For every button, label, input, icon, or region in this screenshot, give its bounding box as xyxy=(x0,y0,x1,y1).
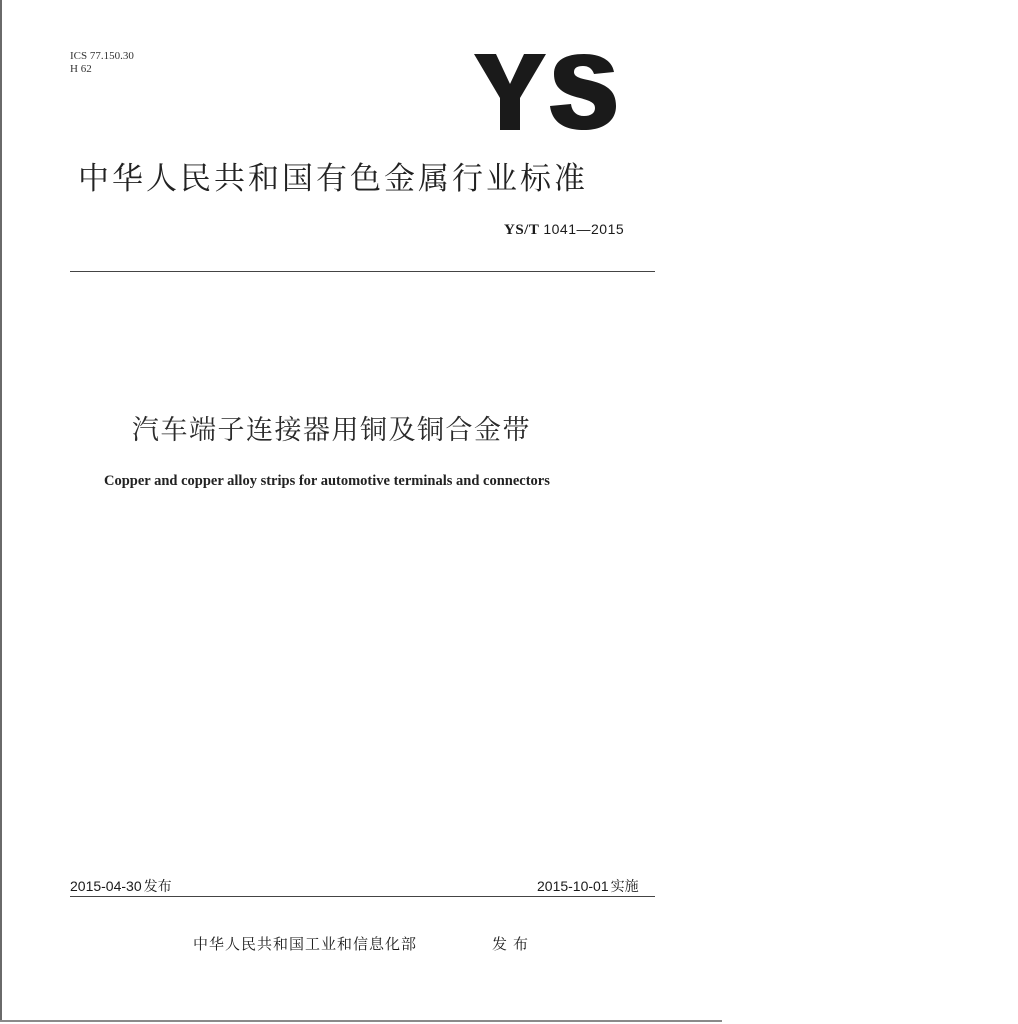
ics-code: ICS 77.150.30 xyxy=(70,50,134,62)
ys-logo-mark xyxy=(474,54,616,130)
issue-date xyxy=(70,876,172,896)
standard-number-value: 1041—2015 xyxy=(543,221,625,237)
page-edge-bottom xyxy=(0,1020,722,1022)
page-edge-left xyxy=(0,0,2,1022)
standard-number xyxy=(504,221,624,239)
ys-logo xyxy=(474,52,616,132)
document-title-english: Copper and copper alloy strips for automotive terminals and connectors xyxy=(104,473,550,489)
implementation-date xyxy=(537,876,639,896)
issue-date-label: 发布 xyxy=(143,879,172,895)
issuing-authority: 中华人民共和国工业和信息化部 xyxy=(193,935,418,953)
issuing-action: 发布 xyxy=(492,935,535,953)
ccs-code: H 62 xyxy=(70,63,92,75)
industry-standard-title: 中华人民共和国有色金属行业标准 xyxy=(78,161,588,197)
issue-date-value: 2015-04-30 xyxy=(70,878,142,894)
top-divider xyxy=(70,271,655,272)
implementation-date-label: 实施 xyxy=(610,879,639,895)
implementation-date-value: 2015-10-01 xyxy=(537,878,609,894)
bottom-divider xyxy=(70,896,655,897)
document-title-chinese: 汽车端子连接器用铜及铜合金带 xyxy=(132,415,531,446)
standard-number-prefix: YS/T xyxy=(504,222,540,238)
classification-codes xyxy=(70,50,134,76)
